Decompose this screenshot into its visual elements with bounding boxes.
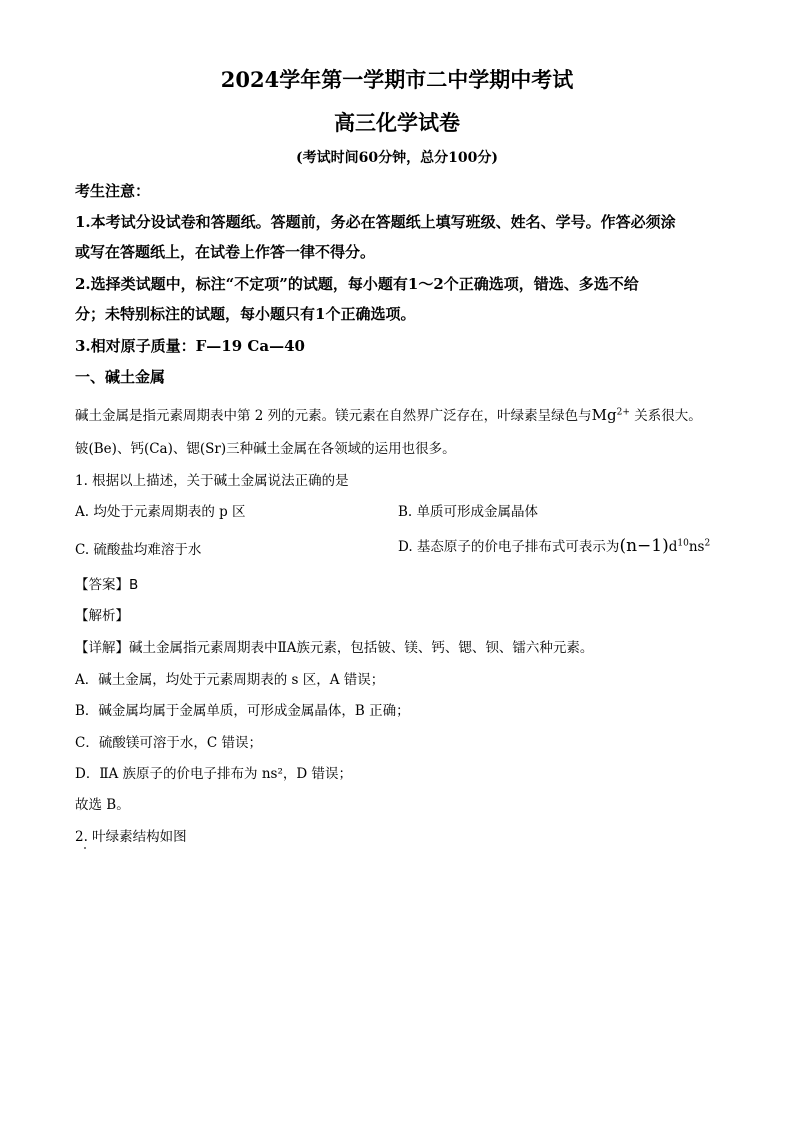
- exam-title: 2024学年第一学期市二中学期中考试: [220, 67, 574, 92]
- notice-heading: 考生注意：: [75, 182, 151, 200]
- section1-heading: 一、碱土金属: [75, 368, 166, 386]
- question1-explain-b: B．碱金属均属于金属单质，可形成金属晶体，B 正确；: [75, 703, 410, 719]
- question1-stem: 1. 根据以上描述，关于碱土金属说法正确的是: [75, 473, 349, 489]
- question2-stem: 2. 叶绿素结构如图: [75, 829, 187, 845]
- notice-item1-line2: 或写在答题纸上，在试卷上作答一律不得分。: [75, 243, 376, 261]
- question1-option-a: A. 均处于元素周期表的 p 区: [75, 504, 246, 520]
- question1-explain-c: C．硫酸镁可溶于水，C 错误；: [75, 735, 262, 751]
- exam-subject: 高三化学试卷: [334, 110, 460, 135]
- intro-text-part2: 关系很大。: [634, 408, 702, 424]
- question1-option-c: C. 硫酸盐均难溶于水: [75, 542, 202, 558]
- mg-charge: 2+: [616, 407, 630, 418]
- intro-text-part1: 碱土金属是指元素周期表中第 2 列的元素。镁元素在自然界广泛存在，叶绿素呈绿色与: [75, 408, 592, 424]
- exam-info: (考试时间60分钟，总分100分): [296, 150, 498, 166]
- mg-symbol: Mg: [591, 406, 617, 424]
- notice-item2-line2: 分；未特别标注的试题，每小题只有1个正确选项。: [75, 305, 416, 323]
- question1-answer: 【答案】B: [75, 577, 139, 593]
- section1-intro-line1: [75, 404, 702, 424]
- question1-conclusion: 故选 B。: [75, 797, 130, 813]
- question1-detail: 【详解】碱土金属指元素周期表中ⅡA族元素，包括铍、镁、钙、锶、钡、镭六种元素。: [75, 640, 594, 656]
- option-d-formula-paren: (n−1): [619, 536, 669, 556]
- notice-item3: 3.相对原子质量：F—19 Ca—40: [75, 337, 305, 355]
- notice-item2-line1: 2.选择类试题中，标注“不定项”的试题，每小题有1～2个正确选项，错选、多选不给: [75, 275, 639, 293]
- question1-explain-d: D．ⅡA 族原子的价电子排布为 ns²，D 错误；: [75, 766, 352, 782]
- section1-intro-line2: 铍(Be)、钙(Ca)、锶(Sr)三种碱土金属在各领域的运用也很多。: [75, 441, 456, 457]
- option-d-formula-d-sup: 10: [677, 538, 689, 549]
- question1-option-d: [398, 535, 710, 556]
- notice-item1-line1: 1.本考试分设试卷和答题纸。答题前，务必在答题纸上填写班级、姓名、学号。作答必须涂: [75, 213, 676, 231]
- question1-analysis-heading: 【解析】: [75, 608, 129, 624]
- question1-option-b: B. 单质可形成金属晶体: [398, 504, 539, 520]
- option-d-text: D. 基态原子的价电子排布式可表示为: [398, 539, 620, 555]
- option-d-formula-ns: ns: [688, 539, 705, 555]
- figure-placeholder-mark: [84, 847, 86, 849]
- question1-explain-a: A．碱土金属，均处于元素周期表的 s 区，A 错误；: [75, 672, 385, 688]
- option-d-formula-d: d: [668, 539, 678, 555]
- option-d-formula-ns-sup: 2: [704, 538, 711, 549]
